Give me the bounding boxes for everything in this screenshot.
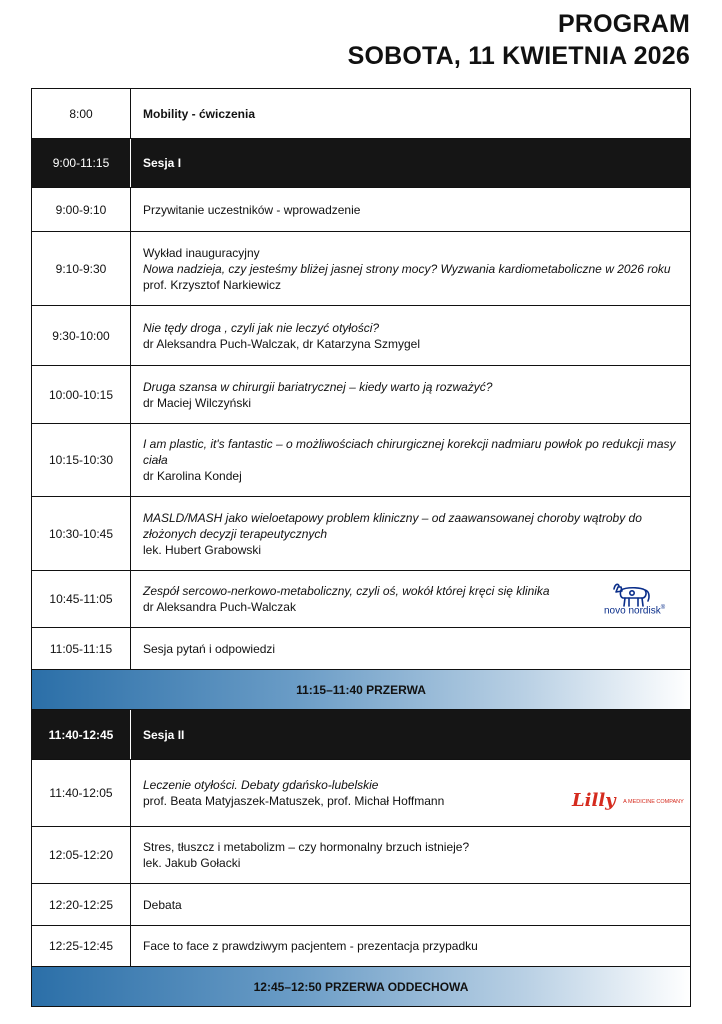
page-date: SOBOTA, 11 KWIETNIA 2026 [347,42,690,70]
time-cell: 8:00 [32,89,131,138]
table-row [31,926,691,967]
item-title: Mobility - ćwiczenia [143,106,256,121]
lecture-title: Nowa nadzieja, czy jesteśmy bliżej jasnej strony mocy? Wyzwania kardiometaboliczne w 2026 roku [143,261,671,276]
break-label: 12:45–12:50 PRZERWA ODDECHOWA [253,979,469,994]
break-row [31,670,691,710]
time-cell: 10:45-11:05 [32,571,131,627]
novo-wordmark: novo nordisk [604,605,661,617]
item-title: Face to face z prawdziwym pacjentem - prezentacja przypadku [143,939,478,953]
item-content [131,232,690,305]
time-cell: 11:05-11:15 [32,628,131,669]
table-row [31,628,691,670]
table-row [31,366,691,424]
lilly-tagline: A MEDICINE COMPANY [623,798,684,805]
item-content [131,366,690,423]
lecture-title: Nie tędy droga , czyli jak nie leczyć otyłości? [143,320,380,335]
item-title: Debata [143,897,182,912]
item-content [131,424,690,496]
lilly-logo [572,790,684,814]
lecture-title: MASLD/MASH jako wieloetapowy problem kliniczny – od zaawansowanej choroby wątroby do złożonych decyzji terapeutycznych [143,510,642,541]
item-title: Przywitanie uczestników - wprowadzenie [143,202,361,217]
time-cell: 12:05-12:20 [32,827,131,883]
session-title: Sesja I [143,156,182,170]
registered-mark: ® [660,605,666,611]
novo-nordisk-logo [602,575,666,621]
session-title: Sesja II [143,727,185,742]
item-content [131,306,690,365]
speaker: dr Aleksandra Puch-Walczak [143,600,296,614]
time-cell: 11:40-12:05 [32,760,131,826]
speaker: lek. Hubert Grabowski [143,542,262,557]
time-cell: 12:20-12:25 [32,884,131,925]
lecture-type: Wykład inauguracyjny [143,245,260,260]
time-cell: 11:40-12:45 [32,710,131,759]
lecture-title: I am plastic, it's fantastic – o możliwościach chirurgicznej korekcji nadmiaru powłok po redukcji masy ciała [143,437,676,467]
lilly-wordmark: Lilly [572,790,616,811]
item-title: Sesja pytań i odpowiedzi [143,641,276,656]
time-cell: 9:00-9:10 [32,188,131,231]
time-cell: 12:25-12:45 [32,926,131,966]
table-row [31,89,691,139]
session-header-row [31,139,691,188]
table-row [31,571,691,628]
table-row [31,424,691,497]
table-row [31,827,691,884]
time-cell: 9:00-11:15 [32,139,131,187]
item-content [131,827,690,883]
time-cell: 10:00-10:15 [32,366,131,423]
speaker: dr Aleksandra Puch-Walczak, dr Katarzyna Szmygel [143,336,421,351]
time-cell: 10:30-10:45 [32,497,131,570]
speaker: dr Maciej Wilczyński [143,395,252,410]
lecture-title: Zespół sercowo-nerkowo-metaboliczny, czyli oś, wokół której kręci się klinika [143,584,550,598]
time-cell: 9:30-10:00 [32,306,131,365]
program-table [31,88,691,1007]
table-row [31,232,691,306]
lecture-title: Stres, tłuszcz i metabolizm – czy hormonalny brzuch istnieje? [143,840,470,854]
page-title: PROGRAM [558,10,690,38]
speaker: prof. Beata Matyjaszek-Matuszek, prof. Michał Hoffmann [143,794,445,808]
page-header [348,8,690,72]
break-row [31,967,691,1007]
table-row [31,760,691,827]
lecture-title: Druga szansa w chirurgii bariatrycznej – kiedy warto ją rozważyć? [143,379,493,394]
break-label: 11:15–11:40 PRZERWA [296,682,426,697]
lecture-title: Leczenie otyłości. Debaty gdańsko-lubelskie [143,778,379,792]
speaker: lek. Jakub Gołacki [143,856,241,870]
session-header-row [31,710,691,760]
table-row [31,884,691,926]
speaker: prof. Krzysztof Narkiewicz [143,277,282,292]
speaker: dr Karolina Kondej [143,469,242,483]
table-row [31,497,691,571]
time-cell: 10:15-10:30 [32,424,131,496]
table-row [31,188,691,232]
item-content [131,497,690,570]
table-row [31,306,691,366]
time-cell: 9:10-9:30 [32,232,131,305]
